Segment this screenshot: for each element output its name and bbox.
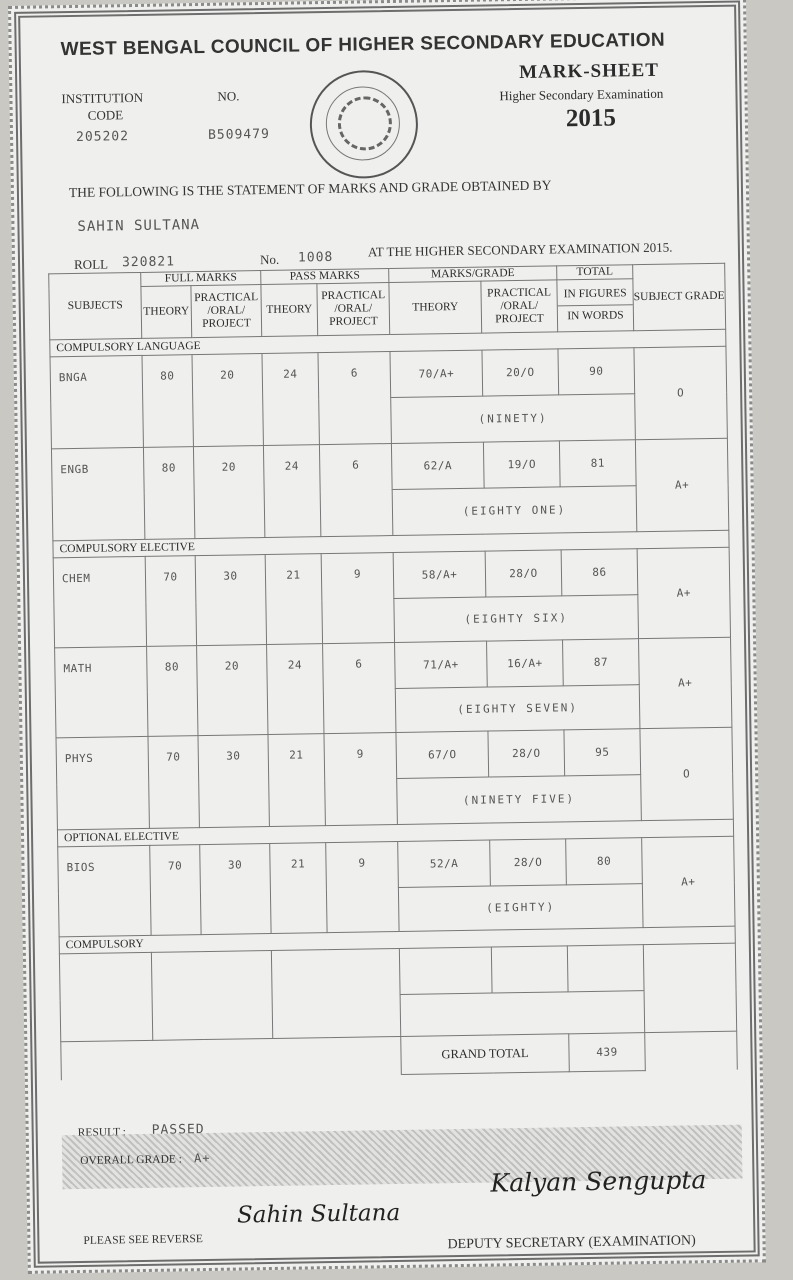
subject-code: MATH — [55, 646, 148, 737]
total-words: (EIGHTY SEVEN) — [395, 685, 640, 733]
theory-marks: 62/A — [391, 442, 484, 489]
pass-theory: 21 — [265, 554, 322, 645]
practical-marks: 28/O — [488, 730, 565, 777]
theory-marks: 67/O — [396, 731, 489, 778]
total-words: (EIGHTY SIX) — [394, 595, 639, 643]
section-compulsory-language: COMPULSORY LANGUAGE — [50, 329, 726, 357]
pass-practical: 6 — [318, 352, 391, 445]
pass-practical: 9 — [326, 841, 399, 932]
practical-marks: 16/A+ — [487, 640, 564, 687]
practical-marks: 28/O — [485, 550, 562, 597]
pass-theory: 21 — [268, 734, 325, 827]
full-marks-header: FULL MARKS — [141, 271, 261, 287]
grand-total-value: 439 — [569, 1033, 646, 1072]
sheet-number: B509479 — [207, 126, 270, 143]
theory-marks: 52/A — [398, 840, 491, 887]
full-practical: 30 — [200, 843, 271, 934]
subjects-header: SUBJECTS — [49, 272, 142, 339]
spacer-cell — [645, 1031, 738, 1070]
practical-marks: 19/O — [483, 441, 560, 488]
total-header: TOTAL — [557, 265, 633, 280]
total-words: (NINETY FIVE) — [397, 775, 642, 825]
theory-marks: 70/A+ — [390, 350, 483, 397]
pass-theory: 24 — [267, 644, 324, 735]
pass-practical: 6 — [319, 444, 392, 537]
pass-theory: 24 — [263, 445, 320, 538]
theory-marks: 71/A+ — [395, 641, 488, 688]
section-compulsory: COMPULSORY — [59, 926, 735, 954]
total-figures: 81 — [559, 440, 636, 487]
pass-theory-header: THEORY — [261, 284, 318, 337]
empty-cell — [151, 950, 272, 1040]
roll-label: ROLL — [73, 256, 109, 272]
subject-code: BNGA — [50, 355, 143, 448]
roll-value: 320821 — [121, 254, 176, 271]
section-compulsory-elective: COMPULSORY ELECTIVE — [53, 530, 729, 558]
full-practical-header: PRACTICAL /ORAL/ PROJECT — [191, 285, 262, 338]
total-figures: 80 — [566, 838, 643, 885]
total-figures: 86 — [561, 549, 638, 596]
empty-cell — [643, 943, 736, 1032]
subject-code: BIOS — [58, 845, 151, 936]
pass-practical-header: PRACTICAL /ORAL/ PROJECT — [317, 283, 390, 336]
student-signature: Sahin Sultana — [236, 1199, 401, 1229]
subject-code: ENGB — [51, 447, 144, 540]
total-figures: 95 — [564, 729, 641, 776]
please-see-reverse: PLEASE SEE REVERSE — [83, 1233, 203, 1247]
full-practical: 30 — [198, 735, 269, 828]
statement-line: THE FOLLOWING IS THE STATEMENT OF MARKS AND GRADE OBTAINED BY — [68, 177, 552, 201]
full-practical: 20 — [193, 446, 264, 539]
in-figures-words-header — [557, 279, 634, 332]
council-title: WEST BENGAL COUNCIL OF HIGHER SECONDARY EDUCATION — [60, 29, 666, 61]
full-theory-header: THEORY — [141, 286, 192, 339]
pass-practical: 9 — [324, 732, 397, 825]
full-theory: 70 — [148, 736, 199, 829]
overall-grade-value: A+ — [194, 1150, 211, 1166]
exam-name: Higher Secondary Examination — [499, 85, 664, 104]
marks-grade-header: MARKS/GRADE — [389, 266, 557, 283]
practical-marks: 28/O — [490, 839, 567, 886]
exam-year: 2015 — [565, 104, 617, 133]
institution-label: INSTITUTION — [61, 89, 144, 107]
empty-cell — [271, 948, 400, 1038]
full-theory: 70 — [150, 845, 201, 936]
section-optional-elective: OPTIONAL ELECTIVE — [57, 819, 733, 847]
spacer-cell — [61, 1036, 402, 1079]
subject-grade: A+ — [639, 637, 732, 728]
full-theory: 80 — [147, 646, 198, 737]
pass-practical: 6 — [323, 643, 396, 734]
theory-marks: 58/A+ — [393, 551, 486, 598]
subject-grade-header: SUBJECT GRADE — [633, 263, 726, 330]
total-words: (NINETY) — [391, 394, 636, 444]
code-label: CODE — [87, 107, 124, 123]
subject-grade: O — [640, 727, 733, 820]
total-words: (EIGHTY) — [398, 884, 643, 932]
student-name: SAHIN SULTANA — [77, 217, 201, 235]
empty-cell — [400, 991, 645, 1037]
deputy-secretary: DEPUTY SECRETARY (EXAMINATION) — [447, 1233, 696, 1253]
mark-sheet — [8, 0, 766, 1274]
institution-code: 205202 — [75, 129, 130, 145]
mark-sheet-title: MARK-SHEET — [518, 59, 660, 83]
total-words: (EIGHTY ONE) — [392, 486, 637, 536]
overall-grade-label: OVERALL GRADE : — [80, 1153, 183, 1168]
empty-cell — [567, 945, 644, 992]
subject-grade: A+ — [637, 547, 730, 638]
empty-cell — [59, 952, 152, 1041]
subject-grade: A+ — [642, 836, 735, 927]
pass-theory: 21 — [270, 843, 327, 934]
full-practical: 20 — [197, 645, 268, 736]
subject-code: PHYS — [56, 736, 149, 829]
empty-cell — [399, 947, 492, 994]
full-theory: 80 — [143, 447, 194, 540]
grand-total-label: GRAND TOTAL — [401, 1034, 570, 1075]
in-words-header: IN WORDS — [567, 309, 624, 323]
empty-cell — [491, 946, 568, 993]
total-figures: 90 — [558, 348, 635, 395]
pass-practical: 9 — [321, 553, 394, 644]
obtained-practical-header: PRACTICAL /ORAL/ PROJECT — [481, 280, 558, 333]
result-value: PASSED — [151, 1122, 205, 1138]
subject-code: CHEM — [53, 556, 146, 647]
result-label: RESULT : — [77, 1126, 127, 1140]
subject-grade: O — [634, 346, 727, 439]
practical-marks: 20/O — [482, 349, 559, 396]
pass-marks-header: PASS MARKS — [261, 269, 389, 285]
full-theory: 80 — [142, 355, 193, 448]
full-practical: 30 — [195, 555, 266, 646]
in-figures-header: IN FIGURES — [557, 283, 632, 306]
pass-theory: 24 — [262, 353, 319, 446]
roll-no-value: 1008 — [297, 249, 334, 266]
marks-table — [48, 263, 738, 1081]
exam-line: AT THE HIGHER SECONDARY EXAMINATION 2015. — [367, 239, 673, 260]
full-practical: 20 — [192, 354, 263, 447]
no-label: NO. — [217, 88, 240, 104]
total-figures: 87 — [563, 639, 640, 686]
roll-no-label: No. — [259, 251, 280, 268]
official-signature: Kalyan Sengupta — [490, 1165, 707, 1198]
obtained-theory-header: THEORY — [389, 281, 482, 334]
subject-grade: A+ — [635, 438, 728, 531]
full-theory: 70 — [145, 556, 196, 647]
